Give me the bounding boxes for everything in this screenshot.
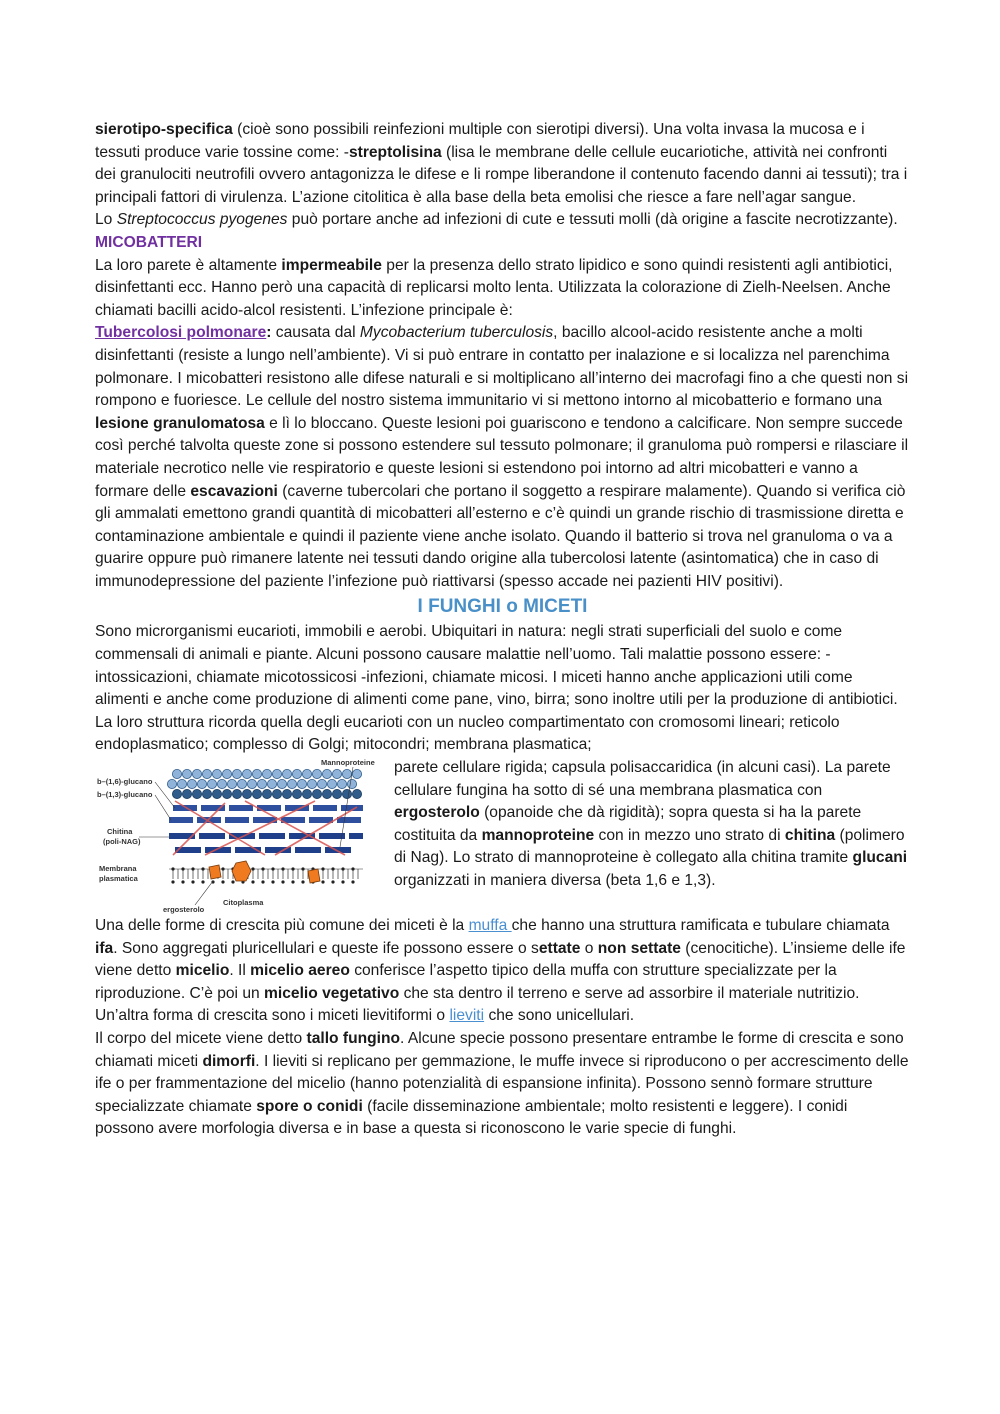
bold-term: glucani xyxy=(852,849,908,867)
paragraph-streptococcus xyxy=(95,209,910,232)
paragraph-streptolisina xyxy=(95,119,910,209)
text-run: (cioè sono possibili reinfezioni multiple con sierotipi diversi). Una volta invasa la mucosa e i tessuti produce varie tossine come: - xyxy=(95,121,865,161)
paragraph-parete-cellulare xyxy=(385,757,910,893)
italic-species: Streptococcus pyogenes xyxy=(116,211,288,229)
bold-term: spore o conidi xyxy=(256,1097,363,1115)
text-run: e lì lo bloccano. Queste lesioni poi guariscono e tendono a calcificare. Non sempre succede così perché talvolta queste zone si possono estendere sul tessuto polmonare; il granuloma può rompersi e rilasciare il materiale necrotico nelle vie respiratorio e queste lesioni si estendono poi intorno ad altri micobatteri e vanno a formare delle xyxy=(95,414,909,500)
text-run: (lisa le membrane delle cellule eucariotiche, attività nei confronti dei granulociti neutrofili ovvero antagonizza le difese e li rompe liberandone il contenuto facendo danni ai tessuti); tra i principali fattori di virulenza. L’azione citolitica è alla base della beta emolisi che riesce a fare nell’agar sangue. xyxy=(95,143,908,206)
bold-term: mannoproteine xyxy=(481,826,595,844)
paragraph-lieviti xyxy=(95,1005,910,1028)
text-run: per la presenza dello strato lipidico e sono quindi resistenti agli antibiotici, disinfettanti ecc. Hanno però una capacità di replicarsi molto lenta. Utilizzata la colorazione di Zielh-Neelsen. Anche chiamati bacilli acido-alcol resistenti. L’infezione principale è: xyxy=(95,256,893,319)
cell-wall-figure xyxy=(95,757,385,915)
text-run: conferisce l’aspetto tipico della muffa con strutture specializzate per la riproduzione. C’è poi un xyxy=(95,962,837,1002)
text-run: con in mezzo uno strato di xyxy=(594,826,785,844)
bold-term: tallo fungino xyxy=(306,1030,401,1047)
text-run: . I lieviti si replicano per gemmazione, le muffe invece si riproducono o per accrescimento delle ife o per frammentazione del micelio (hanno potenzialità di espansione infinita). Possono sennò formare strutture specializzate chiamate xyxy=(95,1052,909,1115)
mannoproteine-layer xyxy=(167,769,361,798)
text-run: . Sono aggregati pluricellulari e queste ife possono essere o s xyxy=(113,939,539,957)
text-run: che hanno una struttura ramificata e tubulare chiamata xyxy=(511,917,890,935)
bold-term: micelio aereo xyxy=(250,962,350,980)
text-run: può portare anche ad infezioni di cute e tessuti molli (dà origine a fascite necrotizzante). xyxy=(287,211,898,229)
bold-term: ifa xyxy=(95,939,114,957)
label-poli-nag: (poli-NAG) xyxy=(103,837,141,847)
label-b13-glucano: b–(1,3)-glucano xyxy=(97,790,153,800)
text-run: , bacillo alcool-acido resistente anche a molti disinfettanti (resiste a lungo nell’ambiente). Vi si può entrare in contatto per inalazione e si localizza nel parenchima polmonare. I micobatteri resistono alle difese naturali e si moltiplicano all’interno dei macrofagi fino a che questi non si rompono e fuoriesce. Le cellule del nostro sistema immunitario vi si mettono intorno al micobatterio e formano una xyxy=(95,324,909,410)
text-run: (opanoide che dà rigidità); sopra questa si ha la parete costituita da xyxy=(394,804,862,844)
text-run: organizzati in maniera diversa (beta 1,6 e 1,3). xyxy=(394,872,716,889)
text-run: La loro parete è altamente xyxy=(95,256,282,274)
bold-term: sierotipo-specifica xyxy=(95,121,233,138)
bold-term: micelio xyxy=(175,962,230,980)
chitina-layer xyxy=(169,833,363,853)
paragraph-muffa xyxy=(95,915,910,1005)
text-run: parete cellulare rigida; capsula polisaccaridica (in alcuni casi). La parete cellulare fungina ha sotto di sé una membrana plasmatica con xyxy=(394,759,891,799)
text-run: (polimero di Nag). Lo strato di mannoproteine è collegato alla chitina tramite xyxy=(394,826,905,867)
bold-term: streptolisina xyxy=(348,143,442,161)
label-ergosterolo: ergosterolo xyxy=(163,905,205,915)
document-body xyxy=(95,119,910,1141)
figure-row xyxy=(95,757,910,915)
bold-term: dimorfi xyxy=(202,1052,256,1070)
label-plasmatica: plasmatica xyxy=(99,874,138,884)
link-muffa[interactable]: muffa xyxy=(468,917,512,935)
text-run: Il corpo del micete viene detto xyxy=(95,1030,307,1047)
section-title-funghi: I FUNGHI o MICETI xyxy=(417,596,588,618)
bold-term: chitina xyxy=(784,826,836,844)
text-run: che sta dentro il terreno e serve ad assorbire il materiale nutritizio. xyxy=(399,984,860,1002)
label-membrana: Membrana xyxy=(99,864,137,874)
text-run: Una delle forme di crescita più comune dei miceti è la xyxy=(95,917,469,935)
text-run: che sono unicellulari. xyxy=(484,1007,635,1025)
text-run: (cenocitiche). L’insieme delle ife viene detto xyxy=(95,939,906,980)
text-run: o xyxy=(580,939,598,957)
bold-term: impermeabile xyxy=(281,256,382,274)
bold-term: micelio vegetativo xyxy=(264,984,400,1002)
colon: : xyxy=(266,324,272,342)
section-heading-micobatteri: MICOBATTERI xyxy=(95,233,203,251)
bold-term: escavazioni xyxy=(190,482,278,500)
link-lieviti[interactable]: lieviti xyxy=(449,1007,485,1025)
text-run: . Il xyxy=(229,962,251,980)
text-run: (facile disseminazione ambientale; molto resistenti e leggere). I conidi possono avere morfologia diversa e in base a questa si riconoscono le varie specie di funghi. xyxy=(95,1097,848,1138)
bold-term: lesione granulomatosa xyxy=(95,414,265,432)
paragraph-tallo-fungino xyxy=(95,1028,910,1141)
text-run: Lo xyxy=(95,211,117,229)
text-run: causata dal xyxy=(271,324,360,342)
label-chitina: Chitina xyxy=(107,827,133,837)
text-run: . Alcune specie possono presentare entrambe le forme di crescita e sono chiamati miceti xyxy=(95,1030,904,1070)
link-tubercolosi-polmonare[interactable]: Tubercolosi polmonare xyxy=(95,324,267,342)
cell-wall-diagram xyxy=(95,757,385,915)
italic-species: Mycobacterium tuberculosis xyxy=(359,324,554,342)
label-citoplasma: Citoplasma xyxy=(223,898,264,908)
paragraph-tubercolosi xyxy=(95,322,910,593)
text-run: (caverne tubercolari che portano il soggetto a respirare malamente). Quando si verifica ciò gli ammalati emettono grandi quantità di micobatteri all’esterno e c’è quindi un grande rischio di trasmissione diretta e contaminazione ambientale e quindi il paziente viene anche isolato. Quando il batterio si trova nel granuloma o va a guarire oppure può rimanere latente nei tessuti dando origine alla tubercolosi latente (asintomatica) che in caso di immunodepressione del paziente l’infezione può riattivarsi (spesso accade nei pazienti HIV positivi). xyxy=(95,482,906,590)
label-b16-glucano: b–(1,6)-glucano xyxy=(97,777,153,787)
plasma-membrane xyxy=(169,867,363,883)
bold-term: non settate xyxy=(597,939,681,957)
paragraph-funghi-intro: Sono microrganismi eucarioti, immobili e aerobi. Ubiquitari in natura: negli strati superficiali del suolo e come commensali di animali e piante. Alcuni possono causare malattie nell’uomo. Tali malattie possono essere: -intossicazioni, chiamate micotossicosi -infezioni, chiamate micosi. I miceti hanno anche applicazioni utili come alimenti e anche come produzione di alimenti come pane, vino, birra; sono inoltre utili per la produzione di antibiotici. La loro struttura ricorda quella degli eucarioti con un nucleo compartimentato con cromosomi lineari; reticolo endoplasmatico; complesso di Golgi; mitocondri; membrana plasmatica; xyxy=(95,623,898,754)
bold-term: ergosterolo xyxy=(394,804,480,822)
paragraph-micobatteri-parete xyxy=(95,255,910,323)
text-run: Un’altra forma di crescita sono i miceti lievitiformi o xyxy=(95,1007,450,1025)
bold-term: ettate xyxy=(538,939,581,957)
label-mannoproteine: Mannoproteine xyxy=(321,758,375,768)
